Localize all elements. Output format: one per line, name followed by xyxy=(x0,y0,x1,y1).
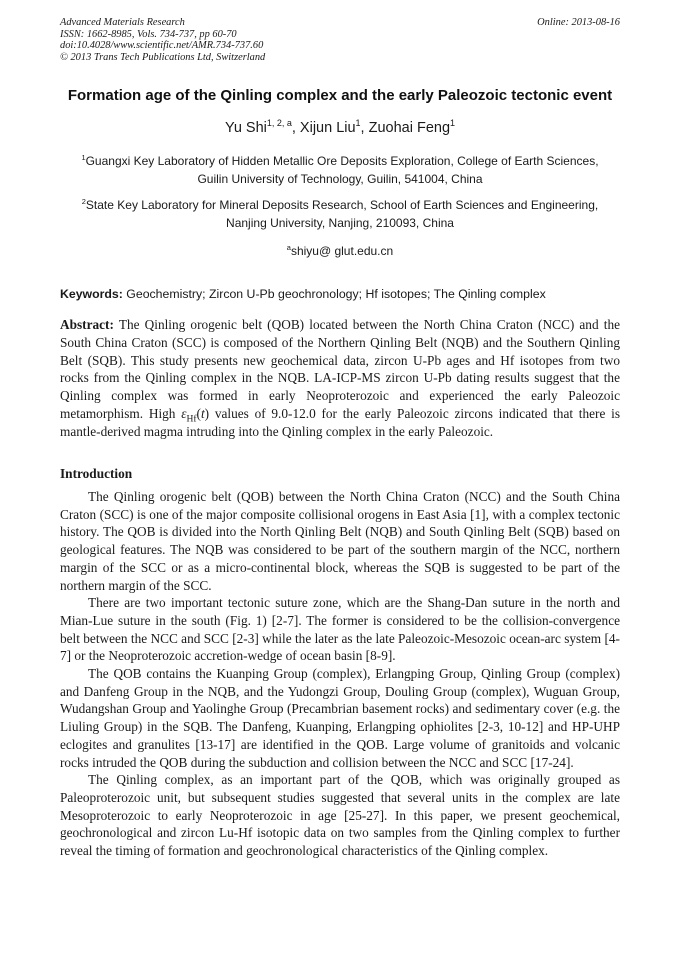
author xyxy=(225,120,300,136)
author xyxy=(300,120,369,136)
abstract xyxy=(60,316,620,440)
epsilon-symbol: ε xyxy=(181,405,187,421)
author-affiliation-marks: 1 xyxy=(450,118,456,129)
affiliation-text: Guangxi Key Laboratory of Hidden Metallic Ore Deposits Exploration, College of Earth Sciences, xyxy=(85,154,599,169)
paper-title: Formation age of the Qinling complex and the early Paleozoic tectonic event xyxy=(67,87,613,105)
author-affiliation-marks: 1 xyxy=(355,118,361,129)
epsilon-paren-close: ) xyxy=(204,405,210,421)
introduction-paragraph-4: The Qinling complex, as an important part of the QOB, which was originally grouped as Paleoproterozoic unit, but subsequent studies suggested that several units in the complex are late Mesoproterozoic to early Neoproterozoic in age [25-27]. In this paper, we present geochemical, geochronological and zircon Lu-Hf isotopic data on two samples from the Qinling complex to further reveal the timing of formation and geochronological characteristics of the Qinling complex. xyxy=(60,772,620,859)
affiliation-text: State Key Laboratory for Mineral Deposits Research, School of Earth Sciences and Engineering, xyxy=(85,198,599,213)
author xyxy=(369,120,455,136)
affiliation-mark: 1 xyxy=(81,153,86,163)
journal-header xyxy=(60,0,620,63)
epsilon-t: t xyxy=(200,405,205,421)
author-line xyxy=(60,119,620,138)
author-separator: , xyxy=(360,120,369,137)
author-name: Xijun Liu xyxy=(299,120,356,137)
corresponding-email xyxy=(60,243,620,259)
introduction-paragraph-1: The Qinling orogenic belt (QOB) between the North China Craton (NCC) and the South China Craton (SCC) is one of the major composite collisional orogens in East Asia [1], with a complex tectonic history. The QOB is divided into the North Qinling Belt (NQB) and South Qinling Belt (SQB) based on geological features. The NQB was considered to be part of the southern margin of the NCC, northern margin of the SCC or as a micro-continental block, whereas the SQB is suggested to be part of the northern margin of the SCC. xyxy=(60,489,620,593)
affiliation-2 xyxy=(60,197,620,232)
keywords-text: Geochemistry; Zircon U-Pb geochronology; Hf isotopes; The Qinling complex xyxy=(122,287,546,302)
abstract-text-2: values of 9.0-12.0 for the early Paleozoic zircons indicated that there is mantle-derived magma intruding into the Qinling complex in the early Paleozoic. xyxy=(60,405,620,439)
abstract-label: Abstract: xyxy=(60,317,114,333)
email-mark: a xyxy=(286,243,291,253)
author-name: Zuohai Feng xyxy=(368,120,451,137)
paper-content xyxy=(60,0,620,860)
keywords-label: Keywords: xyxy=(60,287,123,302)
journal-issn: ISSN: 1662-8985, Vols. 734-737, pp 60-70 xyxy=(60,28,237,40)
introduction-heading: Introduction xyxy=(60,466,133,482)
affiliation-mark: 2 xyxy=(81,197,86,207)
affiliation-line: Nanjing University, Nanjing, 210093, China xyxy=(226,215,454,230)
email-address: shiyu@ glut.edu.cn xyxy=(290,244,394,259)
affiliation-1 xyxy=(60,153,620,188)
epsilon-paren-open: ( xyxy=(196,405,201,421)
author-separator: , xyxy=(291,120,300,137)
abstract-text-1: The Qinling orogenic belt (QOB) located between the North China Craton (NCC) and the South China Craton (SCC) is composed of the Northern Qinling Belt (NQB) and the Southern Qinling Belt (SQB). This study presents new geochemical data, zircon U-Pb ages and Hf isotopes from two rocks from the Qinling complex in the NQB. LA-ICP-MS zircon U-Pb dating results suggest that the Qinling complex was formed in early Neoproterozoic and experienced the early Paleozoic metamorphism. High xyxy=(60,317,620,421)
journal-copyright: © 2013 Trans Tech Publications Ltd, Switzerland xyxy=(60,51,266,63)
affiliation-line xyxy=(60,153,620,171)
affiliation-line: Guilin University of Technology, Guilin, 541004, China xyxy=(197,171,483,186)
introduction-paragraph-3: The QOB contains the Kuanping Group (complex), Erlangping Group, Qinling Group (complex) and Danfeng Group in the NQB, and the Yudongzi Group, Douling Group (complex), Wuguan Group, Wudangshan Group and Yaolinghe Group (Precambrian basement rocks) and sedimentary cover (e.g. the Liuling Group) in the SQB. The Danfeng, Kuanping, Erlangping ophiolites [2-3, 10-12] and HP-UHP eclogites and granulites [13-17] are identified in the QOB. Large volume of granitoids and volcanic rocks intruded the QOB during the subduction and collision between the NCC and SCC [17-24]. xyxy=(60,666,620,770)
affiliation-line xyxy=(60,197,620,215)
introduction-paragraph-2: There are two important tectonic suture zone, which are the Shang-Dan suture in the north and Mian-Lue suture in the south (Fig. 1) [2-7]. The former is considered to be the collision-convergence belt between the NCC and SCC [2-3] while the later as the late Paleozoic-Mesozoic ocean-arc system [4-7] or the Neoproterozoic accretion-wedge of ocean basin [8-9]. xyxy=(60,595,620,664)
epsilon-subscript: Hf xyxy=(186,413,197,425)
journal-info xyxy=(60,17,265,63)
journal-doi: doi:10.4028/www.scientific.net/AMR.734-737.60 xyxy=(60,40,264,52)
online-date: Online: 2013-08-16 xyxy=(537,17,620,28)
keywords-line xyxy=(60,286,620,302)
journal-name: Advanced Materials Research xyxy=(60,17,185,28)
author-name: Yu Shi xyxy=(224,120,267,137)
author-affiliation-marks: 1, 2, a xyxy=(266,118,292,129)
